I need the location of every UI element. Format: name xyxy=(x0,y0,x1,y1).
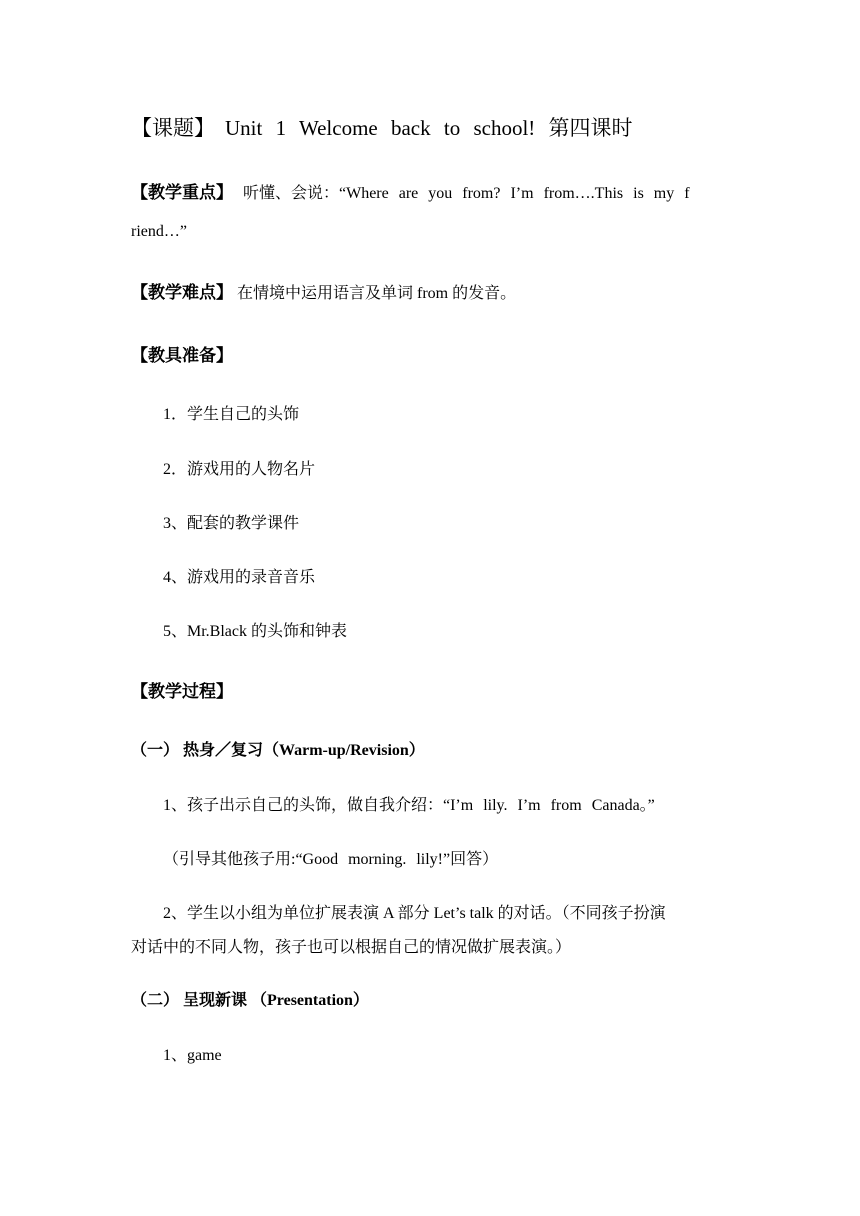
materials-item: 1．学生自己的头饰 xyxy=(163,406,300,423)
lesson-title-text: Unit 1 Welcome back to school! 第四课时 xyxy=(225,116,633,140)
teaching-focus-text-line1: 听懂、会说：“Where are you from? I’m from….This is my f xyxy=(243,185,690,202)
materials-item: 2．游戏用的人物名片 xyxy=(163,461,316,478)
teaching-focus-text-line2: riend…” xyxy=(131,223,187,240)
lesson-title-label: 【课题】 xyxy=(131,116,215,140)
section-warmup-heading: （一） 热身／复习（Warm-up/Revision） xyxy=(131,742,425,759)
warmup-item-2-line1: 2、学生以小组为单位扩展表演 A 部分 Let’s talk 的对话。（不同孩子扮演 xyxy=(163,905,666,922)
warmup-item-1: 1、孩子出示自己的头饰，做自我介绍：“I’m lily. I’m from Canada。” xyxy=(163,797,655,814)
warmup-item-2-line2: 对话中的不同人物，孩子也可以根据自己的情况做扩展表演。） xyxy=(131,939,572,956)
teaching-focus xyxy=(131,183,690,204)
materials-item: 4、游戏用的录音音乐 xyxy=(163,569,316,586)
presentation-item-1: 1、game xyxy=(163,1047,222,1064)
teaching-difficulty-label: 【教学难点】 xyxy=(131,283,233,302)
warmup-item-1-note: （引导其他孩子用:“Good morning. lily!”回答） xyxy=(163,851,499,868)
process-heading: 【教学过程】 xyxy=(131,682,233,701)
teaching-focus-label: 【教学重点】 xyxy=(131,183,233,202)
materials-item: 3、配套的教学课件 xyxy=(163,515,300,532)
section-presentation-heading: （二） 呈现新课 （Presentation） xyxy=(131,992,369,1009)
teaching-difficulty xyxy=(131,283,516,304)
lesson-title xyxy=(131,114,633,142)
materials-item: 5、Mr.Black 的头饰和钟表 xyxy=(163,623,347,640)
materials-heading: 【教具准备】 xyxy=(131,346,233,365)
teaching-difficulty-text: 在情境中运用语言及单词 from 的发音。 xyxy=(237,285,517,302)
